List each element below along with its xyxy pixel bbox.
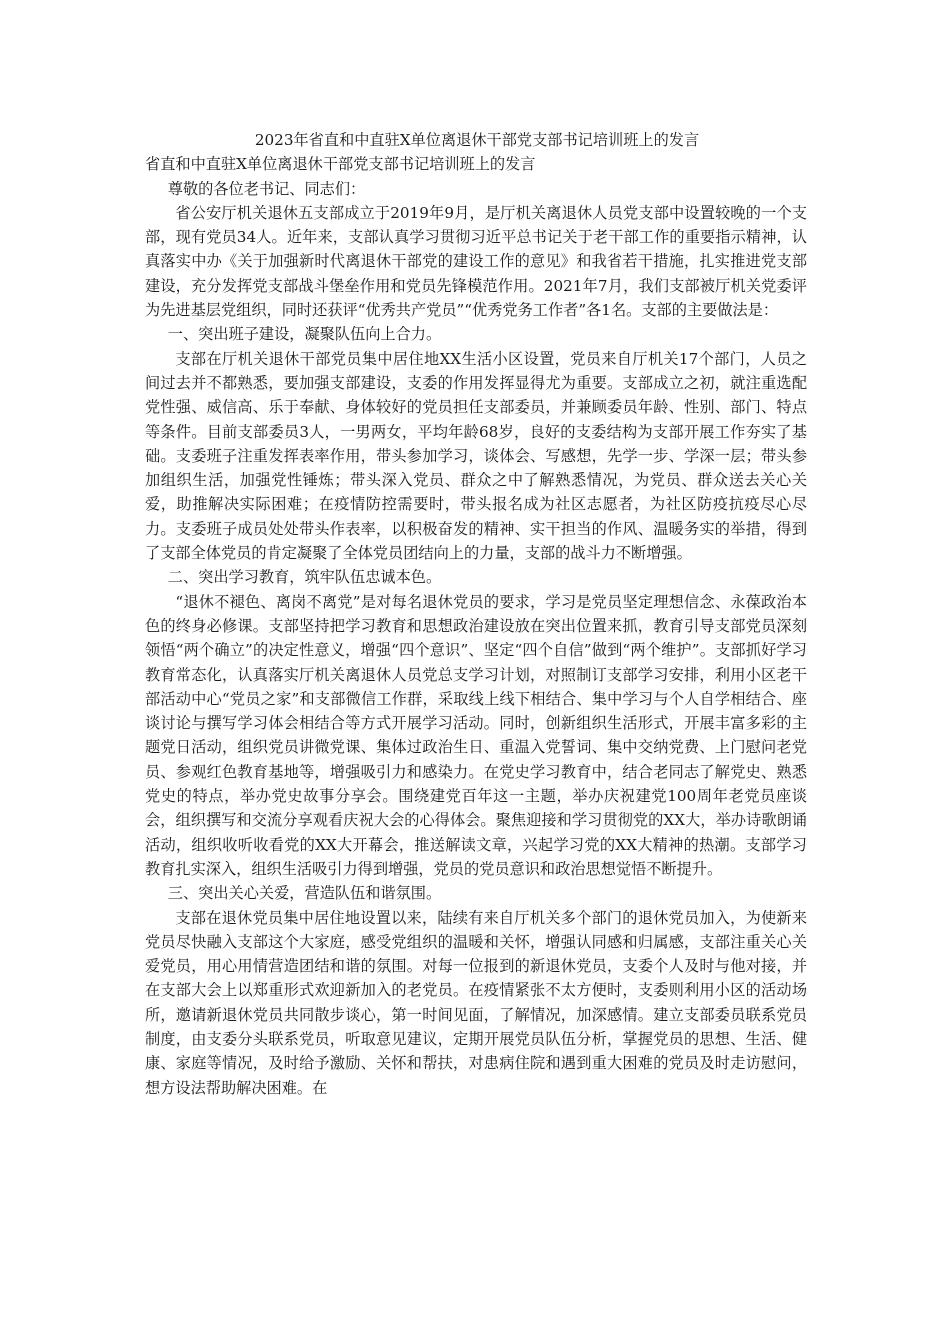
- section-1-body: 支部在厅机关退休干部党员集中居住地XX生活小区设置，党员来自厅机关17个部门，人员之间过去并不都熟悉，要加强支部建设，支委的作用发挥显得尤为重要。支部成立之初，就注重选配党性强、威信高、乐于奉献、身体较好的党员担任支部委员，并兼顾委员年龄、性别、部门、特点等条件。目前支部委员3人，一男两女，平均年龄68岁，良好的支委结构为支部开展工作夯实了基础。支委班子注重发挥表率作用，带头参加学习，谈体会、写感想，先学一步、学深一层；带头参加组织生活，加强党性锤炼；带头深入党员、群众之中了解熟悉情况，为党员、群众送去关心关爱，助推解决实际困难；在疫情防控需要时，带头报名成为社区志愿者，为社区防疫抗疫尽心尽力。支委班子成员处处带头作表率，以积极奋发的精神、实干担当的作风、温暖务实的举措，得到了支部全体党员的肯定凝聚了全体党员团结向上的力量，支部的战斗力不断增强。: [145, 349, 807, 563]
- section-2-body: “退休不褪色、离岗不离党”是对每名退休党员的要求，学习是党员坚定理想信念、永葆政治本色的终身必修课。支部坚持把学习教育和思想政治建设放在突出位置来抓，教育引导支部党员深刻领悟“两个确立”的决定性意义，增强“四个意识”、坚定“四个自信”做到“两个维护”。支部抓好学习教育常态化，认真落实厅机关离退休人员党总支学习计划，对照制订支部学习安排，利用小区老干部活动中心“党员之家”和支部微信工作群，采取线上线下相结合、集中学习与个人自学相结合、座谈讨论与撰写学习体会相结合等方式开展学习活动。同时，创新组织生活形式，开展丰富多彩的主题党日活动，组织党员讲微党课、集体过政治生日、重温入党誓词、集中交纳党费、上门慰问老党员、参观红色教育基地等，增强吸引力和感染力。在党史学习教育中，结合老同志了解党史、熟悉党史的特点，举办党史故事分享会。围绕建党百年这一主题，举办庆祝建党100周年老党员座谈会，组织撰写和交流分享观看庆祝大会的心得体会。聚焦迎接和学习贯彻党的XX大，举办诗歌朗诵活动，组织收听收看党的XX大开幕会，推送解读文章，兴起学习党的XX大精神的热潮。支部学习教育扎实深入，组织生活吸引力得到增强，党员的党员意识和政治思想觉悟不断提升。: [145, 592, 807, 878]
- document-page: [145, 128, 807, 1100]
- section-1-heading: 一、突出班子建设，凝聚队伍向上合力。: [167, 325, 442, 344]
- section-3-body: 支部在退休党员集中居住地设置以来，陆续有来自厅机关多个部门的退休党员加入，为使新来党员尽快融入支部这个大家庭，感受党组织的温暖和关怀，增强认同感和归属感，支部注重关心关爱党员，用心用情营造团结和谐的氛围。对每一位报到的新退休党员，支委个人及时与他对接，并在支部大会上以郑重形式欢迎新加入的老党员。在疫情紧张不太方便时，支委则利用小区的活动场所，邀请新退休党员共同散步谈心，第一时间见面，了解情况，加深感情。建立支部委员联系党员制度，由支委分头联系党员，听取意见建议，定期开展党员队伍分析，掌握党员的思想、生活、健康、家庭等情况，及时给予激励、关怀和帮扶，对患病住院和遇到重大困难的党员及时走访慰问，想方设法帮助解决困难。在: [145, 908, 807, 1097]
- document-title: 2023年省直和中直驻X单位离退休干部党支部书记培训班上的发言: [254, 131, 700, 149]
- intro-paragraph: 省公安厅机关退休五支部成立于2019年9月，是厅机关离退休人员党支部中设置较晚的一个支部，现有党员34人。近年来，支部认真学习贯彻习近平总书记关于老干部工作的重要指示精神，认真落实中办《关于加强新时代离退休干部党的建设工作的意见》和我省若干措施，扎实推进党支部建设，充分发挥党支部战斗堡垒作用和党员先锋模范作用。2021年7月，我们支部被厅机关党委评为先进基层党组织，同时还获评“优秀共产党员”“优秀党务工作者”各1名。支部的主要做法是：: [145, 203, 807, 320]
- section-3-heading: 三、突出关心关爱，营造队伍和谐氛围。: [167, 884, 442, 903]
- greeting: 尊敬的各位老书记、同志们：: [167, 179, 366, 198]
- section-2-heading: 二、突出学习教育，筑牢队伍忠诚本色。: [167, 568, 442, 587]
- document-subtitle: 省直和中直驻X单位离退休干部党支部书记培训班上的发言: [145, 155, 536, 174]
